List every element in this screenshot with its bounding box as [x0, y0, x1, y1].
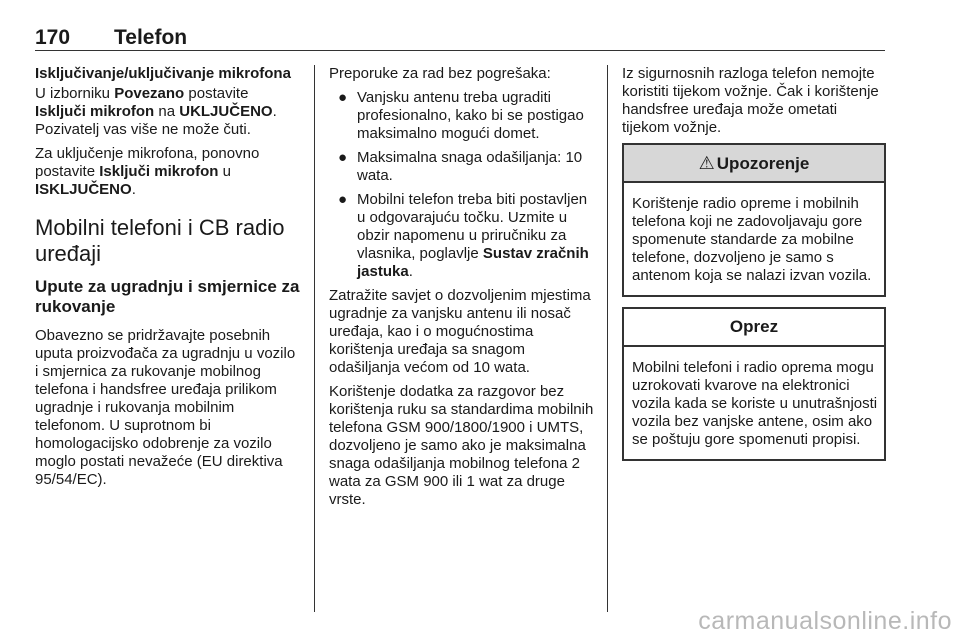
installation-paragraph: Obavezno se pridržavajte posebnih uputa proizvođača za ugradnju u vozilo i smjernica za rukovanje mobilnog telefona i handsfree uređaja prilikom ugradnje i rukovanja mobilnim telefonom. U suprotnom bi homologacijsko odobrenje za vozilo moglo postati nevažeće (EU direktiva 95/54/EC). — [35, 327, 296, 488]
mic-paragraph-2 — [35, 145, 300, 199]
airbag-reference-link[interactable]: Sustav zračnih jastuka — [357, 245, 589, 280]
text: . — [131, 181, 136, 198]
header-rule — [35, 50, 885, 51]
column-divider-2 — [607, 65, 608, 612]
list-item-text: Vanjsku antenu treba ugraditi profesionalno, kako bi se postigao maksimalno mogući domet. — [357, 89, 584, 142]
site-watermark: carmanualsonline.info — [698, 607, 952, 635]
text: . — [408, 263, 413, 280]
warning-icon: ⚠ — [698, 153, 715, 173]
recommendations-intro: Preporuke za rad bez pogrešaka: — [329, 65, 551, 82]
section-title: Mobilni telefoni i CB radio uređaji — [35, 215, 285, 266]
text: U izborniku — [35, 85, 115, 102]
mic-paragraph-1 — [35, 85, 300, 139]
list-item — [329, 191, 594, 281]
warning-body: Korištenje radio opreme i mobilnih telefona koji ne zadovoljavaju gore spomenute standarde za mobilne telefone, dozvoljeno je samo s antenom koja se nalazi izvan vozila. — [632, 195, 872, 284]
menu-term-iskljuceno: ISKLJUČENO — [35, 181, 132, 198]
caution-box — [622, 307, 886, 461]
warning-title: Upozorenje — [716, 154, 810, 173]
recommendations-list — [329, 89, 594, 281]
menu-term-povezano: Povezano — [114, 85, 185, 102]
list-item-text: Maksimalna snaga odašiljanja: 10 wata. — [357, 149, 583, 184]
page-number: 170 — [35, 26, 71, 49]
page-header — [35, 26, 885, 50]
handsfree-paragraph: Korištenje dodatka za razgovor bez korištenja ruku sa standardima mobilnih telefona GSM 900/1800/1900 i UMTS, dozvoljeno je samo ako je maksimalna snaga odašiljanja mobilnog telefona 2 wata za GSM 900 ili 1 wat za druge vrste. — [329, 383, 594, 508]
antenna-advice-paragraph: Zatražite savjet o dozvoljenim mjestima ugradnje za vanjsku antenu ili nosač uređaja, kao i o mogućnostima korištenja uređaja sa snagom odašiljanja većom od 10 wata. — [329, 287, 591, 376]
column-middle — [329, 65, 594, 515]
column-right — [622, 65, 886, 471]
bullet-icon: ● — [338, 191, 348, 208]
text: . Pozivatelj vas više ne može čuti. — [35, 103, 277, 138]
subsection-title: Upute za ugradnju i smjernice za rukovanje — [35, 277, 300, 316]
caution-body: Mobilni telefoni i radio oprema mogu uzrokovati kvarove na elektronici vozila kada se koriste u unutrašnjosti vozila bez vanjske antene, osim ako se poštuju gore spomenuti propisi. — [632, 359, 878, 448]
menu-term-iskljuci-mikrofon: Isključi mikrofon — [99, 163, 219, 180]
safety-intro: Iz sigurnosnih razloga telefon nemojte koristiti tijekom vožnje. Čak i korištenje handsfree uređaja može ometati tijekom vožnje. — [622, 65, 879, 136]
text: postavite — [184, 85, 249, 102]
column-left — [35, 65, 300, 495]
bullet-icon: ● — [338, 89, 348, 106]
caution-header: Oprez — [624, 309, 884, 347]
mic-heading: Isključivanje/uključivanje mikrofona — [35, 65, 291, 82]
warning-header — [624, 145, 884, 183]
page-title: Telefon — [114, 26, 188, 49]
list-item — [329, 149, 594, 185]
text: na — [154, 103, 180, 120]
text: u — [218, 163, 231, 180]
menu-term-ukljuceno: UKLJUČENO — [179, 103, 273, 120]
text: Za uključenje mikrofona, ponovno postavite — [35, 145, 260, 180]
warning-box — [622, 143, 886, 297]
bullet-icon: ● — [338, 149, 348, 166]
column-divider-1 — [314, 65, 315, 612]
list-item-text: Mobilni telefon treba biti postavljen u odgovarajuću točku. Uzmite u obzir napomenu u priručniku za vlasnika, poglavlje — [357, 191, 588, 262]
menu-term-iskljuci-mikrofon: Isključi mikrofon — [35, 103, 155, 120]
list-item — [329, 89, 594, 143]
